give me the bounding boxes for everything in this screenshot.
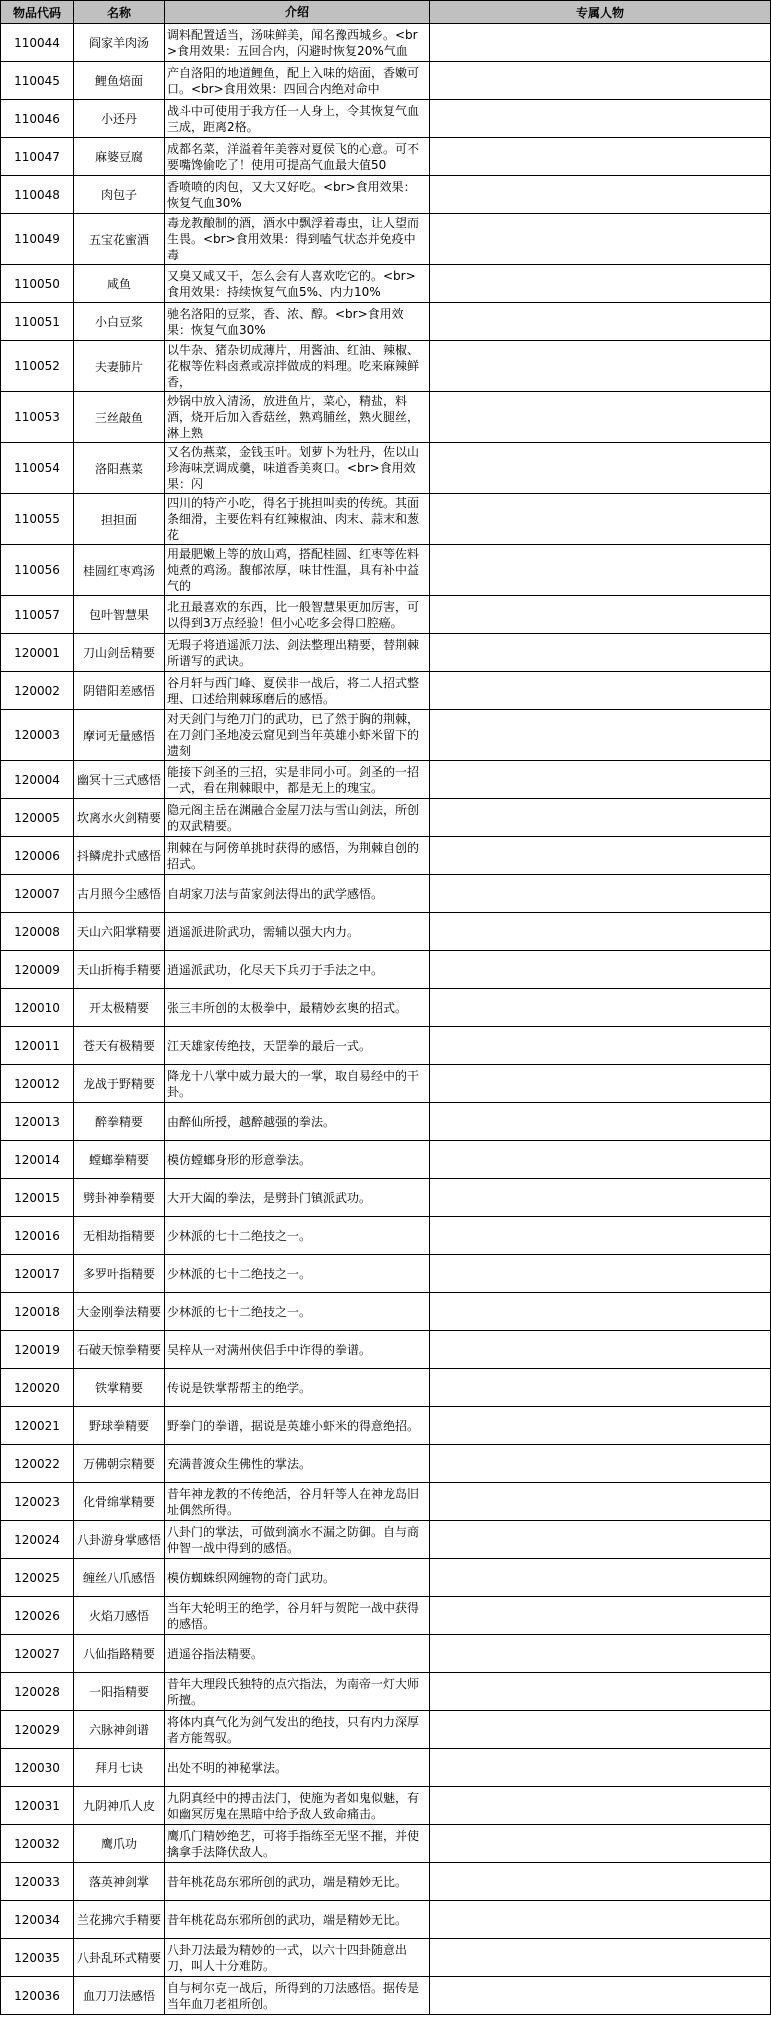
cell-person: [430, 545, 771, 596]
cell-person: [430, 303, 771, 341]
cell-name: 夫妻肺片: [74, 341, 165, 392]
cell-name: 八卦游身掌感悟: [74, 1521, 165, 1559]
cell-name: 八仙指路精要: [74, 1635, 165, 1673]
cell-desc: 野拳门的拳谱，据说是英雄小虾米的得意绝招。: [165, 1407, 430, 1445]
cell-desc: 又臭又咸又干，怎么会有人喜欢吃它的。<br>食用效果：持续恢复气血5%、内力10%: [165, 265, 430, 303]
cell-desc: 传说是铁掌帮帮主的绝学。: [165, 1369, 430, 1407]
table-row: [1, 1559, 771, 1597]
table-row: [1, 1787, 771, 1825]
cell-code: 120017: [1, 1255, 74, 1293]
cell-code: 120036: [1, 1977, 74, 2015]
table-row: [1, 1293, 771, 1331]
cell-desc: 无瑕子将逍遥派刀法、剑法整理出精要，替荆棘所谱写的武诀。: [165, 634, 430, 672]
table-row: [1, 634, 771, 672]
table-row: [1, 1445, 771, 1483]
cell-name: 六脉神剑谱: [74, 1711, 165, 1749]
cell-person: [430, 1749, 771, 1787]
cell-code: 120019: [1, 1331, 74, 1369]
cell-person: [430, 1331, 771, 1369]
cell-person: [430, 1597, 771, 1635]
cell-name: 万佛朝宗精要: [74, 1445, 165, 1483]
cell-name: 幽冥十三式感悟: [74, 761, 165, 799]
cell-name: 小白豆浆: [74, 303, 165, 341]
cell-code: 110053: [1, 392, 74, 443]
cell-desc: 模仿蜘蛛织网缠物的奇门武功。: [165, 1559, 430, 1597]
cell-person: [430, 392, 771, 443]
cell-code: 120011: [1, 1027, 74, 1065]
cell-desc: 吴梓从一对满州侠侣手中诈得的拳谱。: [165, 1331, 430, 1369]
cell-name: 醉拳精要: [74, 1103, 165, 1141]
cell-person: [430, 265, 771, 303]
cell-person: [430, 176, 771, 214]
cell-name: 一阳指精要: [74, 1673, 165, 1711]
cell-person: [430, 672, 771, 710]
cell-desc: 由醉仙所授，越醉越强的拳法。: [165, 1103, 430, 1141]
cell-person: [430, 1635, 771, 1673]
cell-desc: 充满普渡众生佛性的掌法。: [165, 1445, 430, 1483]
table-row: [1, 1331, 771, 1369]
cell-code: 110049: [1, 214, 74, 265]
cell-desc: 九阴真经中的搏击法门，使施为者如鬼似魅，有如幽冥厉鬼在黑暗中给予敌人致命痛击。: [165, 1787, 430, 1825]
cell-person: [430, 1825, 771, 1863]
cell-name: 肉包子: [74, 176, 165, 214]
cell-code: 120029: [1, 1711, 74, 1749]
cell-name: 兰花拂穴手精要: [74, 1901, 165, 1939]
cell-desc: 昔年神龙教的不传绝活，谷月轩等人在神龙岛旧址偶然所得。: [165, 1483, 430, 1521]
cell-code: 120004: [1, 761, 74, 799]
cell-person: [430, 24, 771, 62]
table-row: [1, 138, 771, 176]
cell-name: 落英神剑掌: [74, 1863, 165, 1901]
table-row: [1, 799, 771, 837]
cell-desc: 驰名洛阳的豆浆，香、浓、醇。<br>食用效果：恢复气血30%: [165, 303, 430, 341]
cell-name: 多罗叶指精要: [74, 1255, 165, 1293]
cell-desc: 成都名菜，洋溢着年美蓉对夏侯飞的心意。可不要嘴馋偷吃了！使用可提高气血最大值50: [165, 138, 430, 176]
cell-person: [430, 1179, 771, 1217]
table-row: [1, 265, 771, 303]
table-row: [1, 1521, 771, 1559]
cell-name: 古月照今尘感悟: [74, 875, 165, 913]
cell-person: [430, 341, 771, 392]
cell-desc: 自与柯尔克一战后，所得到的刀法感悟。据传是当年血刀老祖所创。: [165, 1977, 430, 2015]
cell-code: 110055: [1, 494, 74, 545]
cell-code: 120030: [1, 1749, 74, 1787]
table-row: [1, 1825, 771, 1863]
cell-desc: 昔年大理段氏独特的点穴指法，为南帝一灯大师所擅。: [165, 1673, 430, 1711]
cell-code: 120023: [1, 1483, 74, 1521]
cell-code: 120028: [1, 1673, 74, 1711]
cell-name: 摩诃无量感悟: [74, 710, 165, 761]
cell-name: 八卦乱环式精要: [74, 1939, 165, 1977]
cell-desc: 张三丰所创的太极拳中，最精妙玄奥的招式。: [165, 989, 430, 1027]
cell-person: [430, 138, 771, 176]
cell-code: 110054: [1, 443, 74, 494]
cell-person: [430, 710, 771, 761]
cell-desc: 昔年桃花岛东邪所创的武功，端是精妙无比。: [165, 1901, 430, 1939]
cell-name: 野球拳精要: [74, 1407, 165, 1445]
cell-name: 螳螂拳精要: [74, 1141, 165, 1179]
cell-person: [430, 951, 771, 989]
cell-person: [430, 1787, 771, 1825]
header-row: [1, 1, 771, 24]
cell-code: 120025: [1, 1559, 74, 1597]
table-row: [1, 1141, 771, 1179]
cell-person: [430, 443, 771, 494]
cell-desc: 八卦刀法最为精妙的一式，以六十四卦随意出刀，叫人十分难防。: [165, 1939, 430, 1977]
cell-desc: 对天剑门与绝刀门的武功，已了然于胸的荆棘，在刀剑门圣地凌云窟见到当年英雄小虾米留下的遗刻: [165, 710, 430, 761]
cell-code: 120026: [1, 1597, 74, 1635]
cell-code: 110045: [1, 62, 74, 100]
cell-code: 120002: [1, 672, 74, 710]
cell-name: 血刀刀法感悟: [74, 1977, 165, 2015]
table-row: [1, 1597, 771, 1635]
cell-name: 桂圆红枣鸡汤: [74, 545, 165, 596]
table-row: [1, 875, 771, 913]
table-row: [1, 837, 771, 875]
cell-code: 120016: [1, 1217, 74, 1255]
table-row: [1, 1483, 771, 1521]
cell-person: [430, 1255, 771, 1293]
cell-code: 120008: [1, 913, 74, 951]
table-row: [1, 545, 771, 596]
cell-code: 120021: [1, 1407, 74, 1445]
cell-person: [430, 875, 771, 913]
cell-desc: 昔年桃花岛东邪所创的武功，端是精妙无比。: [165, 1863, 430, 1901]
cell-name: 包叶智慧果: [74, 596, 165, 634]
cell-desc: 隐元阁主岳在渊融合金屋刀法与雪山剑法，所创的双武精要。: [165, 799, 430, 837]
cell-code: 120020: [1, 1369, 74, 1407]
table-row: [1, 1179, 771, 1217]
table-row: [1, 1103, 771, 1141]
cell-desc: 出处不明的神秘掌法。: [165, 1749, 430, 1787]
cell-code: 120009: [1, 951, 74, 989]
cell-name: 劈卦神拳精要: [74, 1179, 165, 1217]
table-row: [1, 100, 771, 138]
cell-name: 阎家羊肉汤: [74, 24, 165, 62]
cell-desc: 调料配置适当，汤味鲜美，闻名豫西城乡。<br>食用效果：五回合内，闪避时恢复20%气血: [165, 24, 430, 62]
cell-person: [430, 1521, 771, 1559]
cell-desc: 毒龙教酿制的酒，酒水中飘浮着毒虫，让人望而生畏。<br>食用效果：得到嗑气状态并免疫中毒: [165, 214, 430, 265]
cell-code: 120032: [1, 1825, 74, 1863]
cell-desc: 荆棘在与阿傍单挑时获得的感悟，为荆棘自创的招式。: [165, 837, 430, 875]
cell-person: [430, 1217, 771, 1255]
cell-code: 120013: [1, 1103, 74, 1141]
cell-person: [430, 1445, 771, 1483]
cell-person: [430, 1673, 771, 1711]
cell-name: 三丝敲鱼: [74, 392, 165, 443]
cell-name: 拜月七诀: [74, 1749, 165, 1787]
cell-desc: 产自洛阳的地道鲤鱼，配上入味的焙面，香嫩可口。<br>食用效果：四回合内绝对命中: [165, 62, 430, 100]
table-row: [1, 1407, 771, 1445]
cell-code: 120018: [1, 1293, 74, 1331]
cell-desc: 少林派的七十二绝技之一。: [165, 1217, 430, 1255]
table-row: [1, 1749, 771, 1787]
table-row: [1, 913, 771, 951]
table-row: [1, 1673, 771, 1711]
cell-name: 抖鳞虎扑式感悟: [74, 837, 165, 875]
header-desc: 介绍: [165, 1, 430, 24]
cell-name: 担担面: [74, 494, 165, 545]
header-code: 物品代码: [1, 1, 74, 24]
cell-person: [430, 1141, 771, 1179]
cell-desc: 大开大阖的拳法，是劈卦门镇派武功。: [165, 1179, 430, 1217]
cell-desc: 四川的特产小吃，得名于挑担叫卖的传统。其面条细滑，主要佐料有红辣椒油、肉末、蒜末和葱花: [165, 494, 430, 545]
cell-code: 120003: [1, 710, 74, 761]
table-row: [1, 443, 771, 494]
cell-name: 九阴神爪人皮: [74, 1787, 165, 1825]
table-body: [1, 24, 771, 2015]
table-row: [1, 24, 771, 62]
cell-person: [430, 494, 771, 545]
cell-person: [430, 1407, 771, 1445]
cell-person: [430, 1293, 771, 1331]
cell-person: [430, 1901, 771, 1939]
cell-person: [430, 1863, 771, 1901]
cell-person: [430, 596, 771, 634]
cell-desc: 又名伪燕菜，金钱玉叶。划萝卜为牡丹，佐以山珍海味烹调成羹，味道香美爽口。<br>食用效果：闪: [165, 443, 430, 494]
cell-name: 天山折梅手精要: [74, 951, 165, 989]
table-row: [1, 672, 771, 710]
cell-name: 铁掌精要: [74, 1369, 165, 1407]
cell-desc: 谷月轩与西门峰、夏侯非一战后，将二人招式整理、口述给荆棘琢磨后的感悟。: [165, 672, 430, 710]
table-row: [1, 62, 771, 100]
cell-desc: 战斗中可使用于我方任一人身上，令其恢复气血三成，距离2格。: [165, 100, 430, 138]
table-row: [1, 1939, 771, 1977]
cell-desc: 将体内真气化为剑气发出的绝技，只有内力深厚者方能驾驭。: [165, 1711, 430, 1749]
cell-person: [430, 214, 771, 265]
cell-code: 120006: [1, 837, 74, 875]
cell-desc: 炒锅中放入清汤，放进鱼片，菜心，精盐，料酒，烧开后加入香菇丝，熟鸡脯丝，熟火腿丝，淋上熟: [165, 392, 430, 443]
table-row: [1, 1863, 771, 1901]
cell-name: 大金刚拳法精要: [74, 1293, 165, 1331]
cell-code: 120031: [1, 1787, 74, 1825]
cell-desc: 香喷喷的肉包，又大又好吃。<br>食用效果：恢复气血30%: [165, 176, 430, 214]
table-row: [1, 176, 771, 214]
table-row: [1, 303, 771, 341]
cell-desc: 模仿螳螂身形的形意拳法。: [165, 1141, 430, 1179]
cell-desc: 八卦门的掌法，可做到滴水不漏之防御。自与商仲智一战中得到的感悟。: [165, 1521, 430, 1559]
cell-desc: 少林派的七十二绝技之一。: [165, 1293, 430, 1331]
cell-code: 110047: [1, 138, 74, 176]
table-row: [1, 989, 771, 1027]
cell-name: 五宝花蜜酒: [74, 214, 165, 265]
cell-name: 天山六阳掌精要: [74, 913, 165, 951]
cell-code: 110051: [1, 303, 74, 341]
cell-person: [430, 1065, 771, 1103]
cell-person: [430, 837, 771, 875]
cell-code: 120022: [1, 1445, 74, 1483]
cell-name: 坎离水火剑精要: [74, 799, 165, 837]
cell-name: 鲤鱼焙面: [74, 62, 165, 100]
cell-person: [430, 1711, 771, 1749]
cell-name: 无相劫指精要: [74, 1217, 165, 1255]
table-row: [1, 1027, 771, 1065]
cell-person: [430, 1027, 771, 1065]
cell-desc: 鹰爪门精妙绝艺，可将手指练至无坚不摧，并使擒拿手法降伏敌人。: [165, 1825, 430, 1863]
table-row: [1, 1901, 771, 1939]
cell-code: 120015: [1, 1179, 74, 1217]
table-row: [1, 1255, 771, 1293]
cell-name: 苍天有极精要: [74, 1027, 165, 1065]
cell-person: [430, 634, 771, 672]
cell-code: 120012: [1, 1065, 74, 1103]
cell-code: 110052: [1, 341, 74, 392]
cell-desc: 以牛杂、猪杂切成薄片，用酱油、红油、辣椒、花椒等佐料卤煮或凉拌做成的料理。吃来麻辣鲜香，: [165, 341, 430, 392]
cell-desc: 北丑最喜欢的东西，比一般智慧果更加厉害，可以得到3万点经验！但小心吃多会得口腔癌。: [165, 596, 430, 634]
cell-person: [430, 989, 771, 1027]
cell-code: 120010: [1, 989, 74, 1027]
table-row: [1, 214, 771, 265]
cell-code: 110046: [1, 100, 74, 138]
cell-person: [430, 1559, 771, 1597]
cell-name: 咸鱼: [74, 265, 165, 303]
cell-desc: 用最肥嫩上等的放山鸡，搭配桂圆、红枣等佐料炖煮的鸡汤。馥郁浓厚，味甘性温，具有补中益气的: [165, 545, 430, 596]
cell-person: [430, 1103, 771, 1141]
cell-code: 110048: [1, 176, 74, 214]
cell-code: 120035: [1, 1939, 74, 1977]
cell-code: 120014: [1, 1141, 74, 1179]
cell-name: 鹰爪功: [74, 1825, 165, 1863]
cell-person: [430, 1977, 771, 2015]
cell-desc: 自胡家刀法与苗家剑法得出的武学感悟。: [165, 875, 430, 913]
table-row: [1, 1977, 771, 2015]
cell-person: [430, 761, 771, 799]
cell-code: 110050: [1, 265, 74, 303]
cell-person: [430, 100, 771, 138]
table-row: [1, 596, 771, 634]
cell-code: 110044: [1, 24, 74, 62]
table-row: [1, 392, 771, 443]
table-row: [1, 951, 771, 989]
cell-desc: 逍遥派进阶武功，需辅以强大内力。: [165, 913, 430, 951]
cell-name: 开太极精要: [74, 989, 165, 1027]
table-row: [1, 494, 771, 545]
cell-code: 120005: [1, 799, 74, 837]
cell-code: 110056: [1, 545, 74, 596]
cell-desc: 江天雄家传绝技，天罡拳的最后一式。: [165, 1027, 430, 1065]
cell-desc: 能接下剑圣的三招，实是非同小可。剑圣的一招一式，看在荆棘眼中，都是无上的瑰宝。: [165, 761, 430, 799]
cell-name: 麻婆豆腐: [74, 138, 165, 176]
cell-code: 120007: [1, 875, 74, 913]
table-row: [1, 710, 771, 761]
table-row: [1, 1217, 771, 1255]
cell-name: 化骨绵掌精要: [74, 1483, 165, 1521]
cell-desc: 少林派的七十二绝技之一。: [165, 1255, 430, 1293]
table-row: [1, 1635, 771, 1673]
cell-name: 刀山剑岳精要: [74, 634, 165, 672]
cell-code: 120034: [1, 1901, 74, 1939]
cell-code: 120027: [1, 1635, 74, 1673]
cell-desc: 逍遥谷指法精要。: [165, 1635, 430, 1673]
cell-desc: 当年大轮明王的绝学，谷月轩与贺陀一战中获得的感悟。: [165, 1597, 430, 1635]
cell-name: 火焰刀感悟: [74, 1597, 165, 1635]
header-person: 专属人物: [430, 1, 771, 24]
cell-code: 120033: [1, 1863, 74, 1901]
cell-desc: 逍遥派武功，化尽天下兵刃于手法之中。: [165, 951, 430, 989]
cell-code: 120001: [1, 634, 74, 672]
cell-desc: 降龙十八掌中威力最大的一掌，取自易经中的干卦。: [165, 1065, 430, 1103]
cell-person: [430, 62, 771, 100]
cell-person: [430, 1939, 771, 1977]
table-row: [1, 761, 771, 799]
cell-name: 龙战于野精要: [74, 1065, 165, 1103]
cell-name: 缠丝八爪感悟: [74, 1559, 165, 1597]
cell-name: 石破天惊拳精要: [74, 1331, 165, 1369]
cell-person: [430, 799, 771, 837]
table-row: [1, 1369, 771, 1407]
table-row: [1, 341, 771, 392]
cell-person: [430, 1369, 771, 1407]
cell-name: 洛阳燕菜: [74, 443, 165, 494]
cell-name: 小还丹: [74, 100, 165, 138]
cell-code: 120024: [1, 1521, 74, 1559]
table-row: [1, 1711, 771, 1749]
cell-person: [430, 913, 771, 951]
header-name: 名称: [74, 1, 165, 24]
table-row: [1, 1065, 771, 1103]
cell-name: 阴错阳差感悟: [74, 672, 165, 710]
cell-code: 110057: [1, 596, 74, 634]
cell-person: [430, 1483, 771, 1521]
